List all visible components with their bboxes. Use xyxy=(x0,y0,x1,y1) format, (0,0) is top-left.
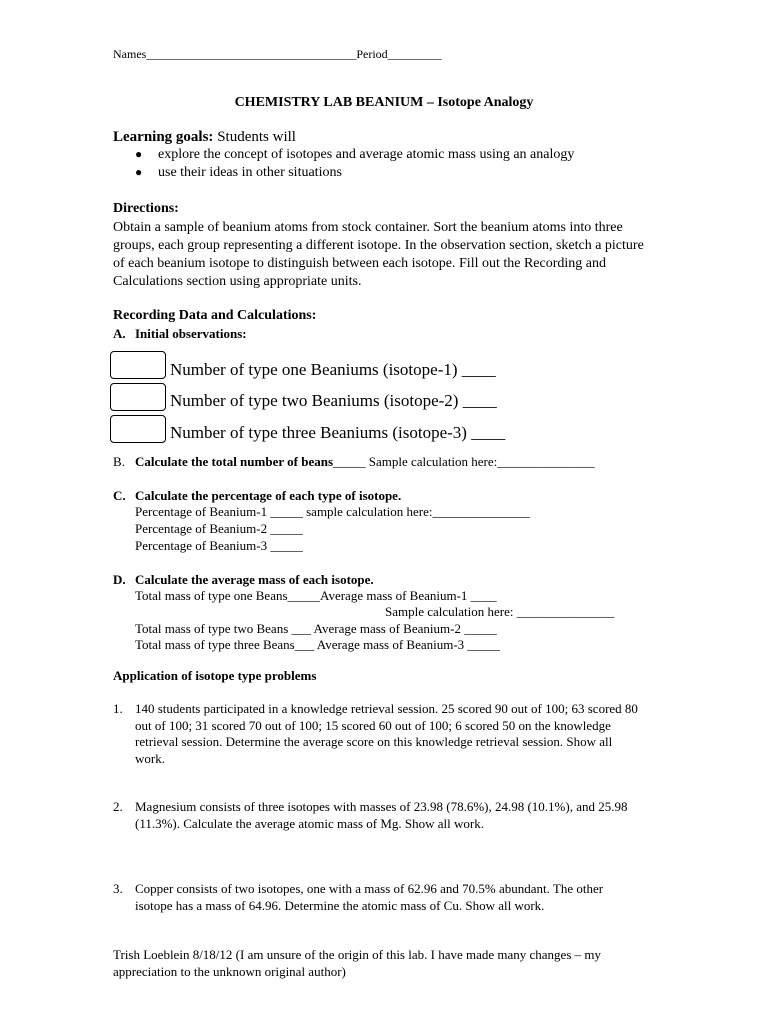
problem-number: 1. xyxy=(113,701,123,716)
learning-goal-item: explore the concept of isotopes and average atomic mass using an analogy xyxy=(158,147,575,162)
learning-goal-item: use their ideas in other situations xyxy=(158,165,342,180)
section-a-label: A. xyxy=(113,326,126,341)
mass-sample-calculation: Sample calculation here: _______________ xyxy=(385,604,615,619)
page-title: CHEMISTRY LAB BEANIUM – Isotope Analogy xyxy=(234,95,534,110)
sketch-box-isotope-2[interactable] xyxy=(110,383,166,411)
learning-goals xyxy=(113,129,296,146)
learning-goals-label: Learning goals: xyxy=(113,129,214,145)
percentage-line-2: Percentage of Beanium-2 _____ xyxy=(135,521,303,536)
percentage-line-1: Percentage of Beanium-1 _____ sample calculation here:_______________ xyxy=(135,504,530,519)
learning-goals-intro: Students will xyxy=(213,129,296,145)
section-b-label: B. xyxy=(113,454,125,469)
section-b-blanks: _____ Sample calculation here:_______________ xyxy=(333,454,595,469)
section-d-heading: Calculate the average mass of each isotope. xyxy=(135,572,374,587)
observation-isotope-1: Number of type one Beaniums (isotope-1) ____ xyxy=(170,360,496,379)
application-heading: Application of isotope type problems xyxy=(113,668,317,683)
percentage-line-3: Percentage of Beanium-3 _____ xyxy=(135,538,303,553)
mass-line-3: Total mass of type three Beans___ Average mass of Beanium-3 _____ xyxy=(135,637,500,652)
footer-credit: Trish Loeblein 8/18/12 (I am unsure of the origin of this lab. I have made many changes – my appreciation to the unknown original author) xyxy=(113,947,602,979)
section-c-heading: Calculate the percentage of each type of isotope. xyxy=(135,488,402,503)
sketch-box-isotope-3[interactable] xyxy=(110,415,166,443)
sketch-box-isotope-1[interactable] xyxy=(110,351,166,379)
problem-number: 3. xyxy=(113,881,123,896)
mass-line-1: Total mass of type one Beans_____Average mass of Beanium-1 ____ xyxy=(135,588,497,603)
section-d-label: D. xyxy=(113,572,126,587)
names-period-line: Names___________________________________Period_________ xyxy=(113,47,442,61)
directions-heading: Directions: xyxy=(113,201,179,216)
observation-isotope-3: Number of type three Beaniums (isotope-3) ____ xyxy=(170,423,506,442)
problem-text: Magnesium consists of three isotopes with masses of 23.98 (78.6%), 24.98 (10.1%), and 25.98 (11.3%). Calculate the average atomic mass of Mg. Show all work. xyxy=(135,799,628,831)
directions-text: Obtain a sample of beanium atoms from stock container. Sort the beanium atoms into three groups, each group representing a different isotope. In the observation section, sketch a picture of each beanium isotope to distinguish between each isotope. Fill out the Recording and Calculations section using appropriate units. xyxy=(113,220,644,289)
observation-isotope-2: Number of type two Beaniums (isotope-2) ____ xyxy=(170,391,497,410)
bullet-icon: ● xyxy=(135,147,143,161)
section-b-heading: Calculate the total number of beans xyxy=(135,454,334,469)
section-a-heading: Initial observations: xyxy=(135,326,247,341)
mass-line-2: Total mass of type two Beans ___ Average mass of Beanium-2 _____ xyxy=(135,621,497,636)
section-b-line xyxy=(135,454,595,470)
section-c-label: C. xyxy=(113,488,126,503)
problem-number: 2. xyxy=(113,799,123,814)
recording-heading: Recording Data and Calculations: xyxy=(113,308,317,323)
problem-text: Copper consists of two isotopes, one with a mass of 62.96 and 70.5% abundant. The other isotope has a mass of 64.96. Determine the atomic mass of Cu. Show all work. xyxy=(135,881,604,913)
bullet-icon: ● xyxy=(135,165,143,179)
problem-text: 140 students participated in a knowledge retrieval session. 25 scored 90 out of 100; 63 scored 80 out of 100; 31 scored 70 out of 100; 15 scored 60 out of 100; 6 scored 50 on the knowledge retrieval session. Determine the average score on this knowledge retrieval session. Show all work. xyxy=(135,701,638,766)
